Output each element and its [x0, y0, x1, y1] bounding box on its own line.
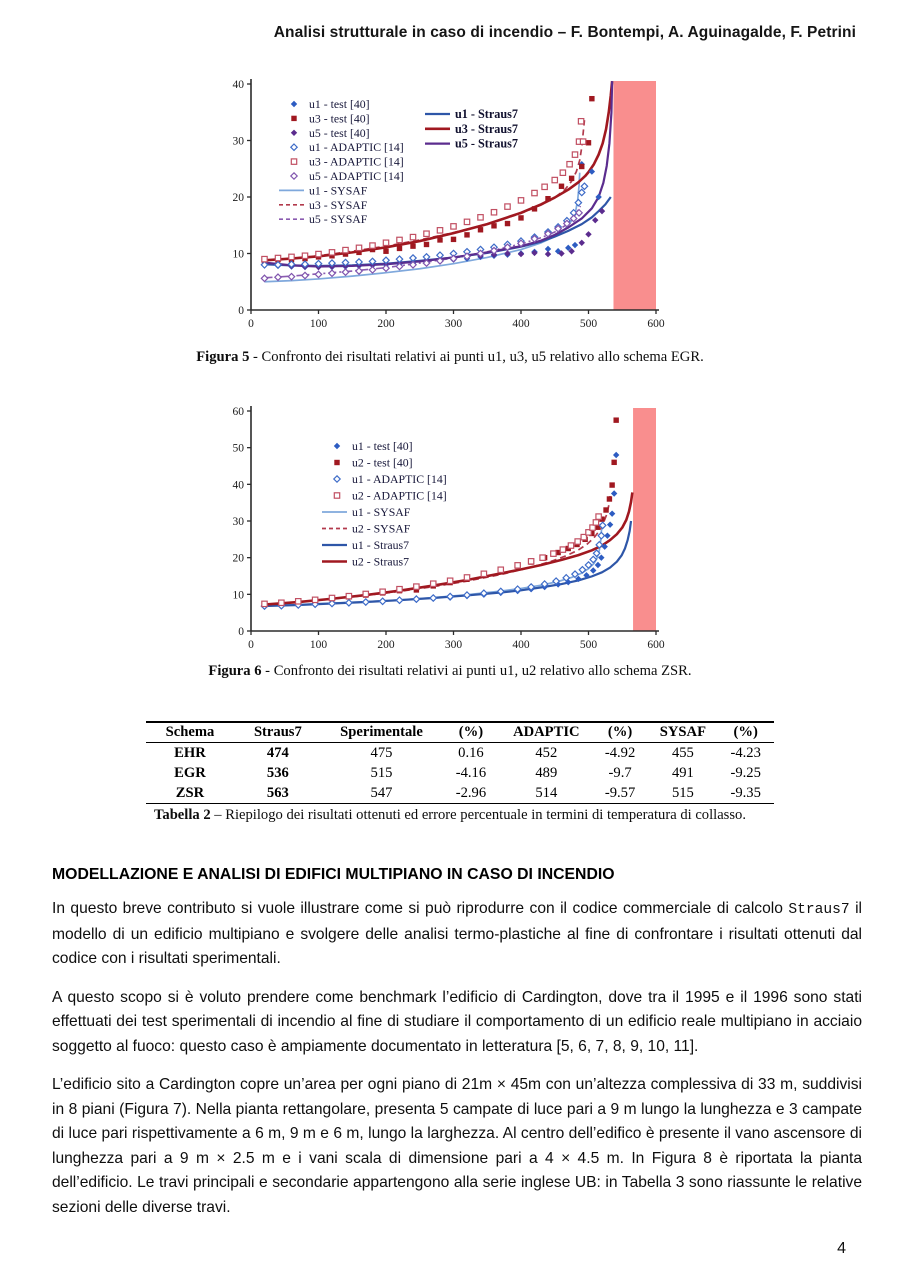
- table-cell: 515: [671, 784, 694, 801]
- x-tick-label: 600: [647, 318, 665, 330]
- table-cell: -9.7: [608, 764, 632, 781]
- collapse-temperature-band: [633, 408, 656, 631]
- y-tick-label: 20: [232, 192, 244, 204]
- series-line: [265, 521, 603, 606]
- y-tick-label: 40: [232, 479, 244, 492]
- column-header: Sperimentale: [340, 724, 423, 740]
- y-tick-label: 50: [232, 442, 244, 455]
- legend-label: u5 - ADAPTIC [14]: [309, 169, 404, 183]
- paragraph-1-before: In questo breve contributo si vuole illustrare come si può riprodurre con il codice commerciale di calcolo: [52, 900, 789, 917]
- table-cell: 563: [266, 784, 289, 801]
- column-header: (%): [607, 724, 633, 740]
- legend-label: u1 - ADAPTIC [14]: [309, 140, 404, 155]
- legend-label: u1 - SYSAF: [309, 183, 368, 198]
- collapse-temperature-band: [613, 81, 656, 310]
- table-cell: 475: [370, 744, 393, 761]
- x-tick-label: 100: [309, 318, 328, 330]
- legend-label: u2 - SYSAF: [352, 521, 411, 536]
- x-tick-label: 300: [444, 318, 463, 330]
- table-row: [146, 763, 774, 783]
- table-cell: -9.57: [604, 784, 636, 801]
- figure5-caption: [0, 349, 900, 366]
- table-cell: ZSR: [175, 784, 205, 801]
- legend-label: u5 - SYSAF: [309, 212, 368, 227]
- results-table-body: [146, 743, 774, 804]
- table-cell: 455: [671, 744, 694, 761]
- table-cell: 491: [671, 764, 694, 781]
- table-cell: -4.23: [730, 744, 761, 761]
- x-tick-label: 0: [248, 318, 254, 330]
- figure6-caption: [0, 663, 900, 680]
- legend-label: u3 - Straus7: [455, 121, 518, 136]
- x-tick-label: 600: [647, 639, 665, 651]
- legend-label: u1 - test [40]: [352, 439, 413, 453]
- table-cell: -4.16: [455, 764, 487, 781]
- table-cell: 489: [535, 764, 558, 781]
- x-tick-label: 200: [377, 318, 395, 330]
- column-header: Schema: [165, 724, 215, 740]
- legend-label: u1 - Straus7: [352, 538, 410, 552]
- table-cell: 536: [266, 764, 289, 781]
- table-cell: -2.96: [455, 784, 487, 801]
- running-header: Analisi strutturale in caso di incendio – F. Bontempi, A. Aguinagalde, F. Petrini: [273, 24, 856, 41]
- figure6-caption-text: - Confronto dei risultati relativi ai punti u1, u2 relativo allo schema ZSR.: [261, 663, 692, 679]
- x-tick-label: 200: [377, 639, 395, 651]
- column-header: (%): [458, 724, 484, 740]
- column-header: Straus7: [253, 724, 302, 740]
- table-cell: 514: [535, 784, 558, 801]
- legend-label: u1 - ADAPTIC [14]: [352, 472, 447, 486]
- series-line: [265, 521, 632, 606]
- results-table-header: [146, 722, 774, 743]
- table2-caption-text: – Riepilogo dei risultati ottenuti ed errore percentuale in termini di temperatura di collasso.: [210, 807, 746, 823]
- results-table-wrap: [146, 721, 774, 804]
- legend-label: u5 - Straus7: [455, 136, 518, 151]
- table-cell: 0.16: [458, 744, 484, 761]
- table-cell: -9.25: [730, 764, 761, 781]
- column-header: SYSAF: [659, 724, 706, 740]
- x-tick-label: 500: [579, 639, 598, 651]
- table-cell: 515: [370, 764, 393, 781]
- x-tick-label: 100: [309, 639, 328, 651]
- table-row: [146, 743, 774, 764]
- y-tick-label: 30: [232, 135, 244, 148]
- figure6-plot: [213, 400, 678, 658]
- figure6-chart: [213, 400, 678, 658]
- straus7-code-word: Straus7: [788, 902, 850, 918]
- legend-label: u3 - SYSAF: [309, 197, 368, 212]
- legend-label: u2 - test [40]: [352, 455, 413, 470]
- column-header: (%): [733, 724, 758, 740]
- y-tick-label: 40: [232, 79, 244, 91]
- y-tick-label: 30: [232, 516, 244, 528]
- figure5-chart: [213, 74, 678, 338]
- y-tick-label: 20: [232, 552, 244, 565]
- results-table: [146, 721, 774, 804]
- legend-label: u1 - SYSAF: [352, 505, 411, 519]
- y-tick-label: 60: [232, 406, 244, 418]
- table-cell: EHR: [174, 744, 206, 761]
- y-tick-label: 0: [238, 305, 244, 317]
- series-line: [265, 492, 633, 604]
- table-cell: -9.35: [730, 784, 761, 801]
- x-tick-label: 300: [444, 639, 463, 651]
- paragraph-1-after: il modello di un edificio multipiano e svolgere delle analisi termo-plastiche al fine di confrontare i risultati ottenuti dal codice con i risultati sperimentali.: [52, 900, 863, 967]
- legend-label: u3 - test [40]: [309, 111, 370, 126]
- table-cell: -4.92: [604, 744, 636, 761]
- legend-label: u5 - test [40]: [309, 125, 370, 140]
- legend-label: u2 - ADAPTIC [14]: [352, 488, 447, 503]
- table-cell: 474: [266, 744, 289, 761]
- table-cell: 547: [370, 784, 393, 801]
- legend-label: u1 - Straus7: [455, 107, 518, 121]
- paragraph-3: L’edificio sito a Cardington copre un’area per ogni piano di 21m × 45m con un’altezza complessiva di 33 m, suddivisi in 8 piani (Figura 7). Nella pianta rettangolare, presenta 5 campate di luce pari a 9 m lungo la lunghezza e 3 campate di luce pari rispettivamente a 6 m, 9 m e 6 m, lungo la larghezza. Al centro dell’edifico è presente il vano ascensore di lunghezza pari a 9 m × 2.5 m e i vani scala di dimensione pari a 4 × 4.5 m. In Figura 8 è riportata la pianta dell’edificio. Le travi principali e secondarie appartengono alla serie inglese UB: in Tabella 3 sono riassunte le relative sezioni delle diverse travi.: [52, 1076, 862, 1216]
- page-number: 4: [837, 1240, 846, 1257]
- table-cell: 452: [535, 744, 558, 761]
- table-row: [146, 783, 774, 804]
- y-tick-label: 10: [232, 589, 244, 602]
- figure5-plot: [213, 74, 678, 338]
- x-tick-label: 500: [579, 318, 598, 330]
- legend-label: u1 - test [40]: [309, 97, 370, 111]
- table2-caption: [0, 807, 900, 824]
- x-tick-label: 400: [512, 318, 530, 330]
- y-tick-label: 10: [232, 248, 244, 261]
- x-tick-label: 400: [512, 639, 530, 651]
- paragraph-2: A questo scopo si è voluto prendere come benchmark l’edificio di Cardington, dove tra il 1995 e il 1996 sono stati effettuati dei test sperimentali di incendio al fine di studiare il comportamento di un edificio reale multipiano in acciaio soggetto al fuoco: questo caso è ampiamente documentato in letteratura [5, 6, 7, 8, 9, 10, 11].: [52, 988, 862, 1055]
- legend-label: u3 - ADAPTIC [14]: [309, 154, 404, 169]
- legend-label: u2 - Straus7: [352, 554, 410, 569]
- figure5-caption-text: - Confronto dei risultati relativi ai punti u1, u3, u5 relativo allo schema EGR.: [249, 349, 704, 365]
- paragraph-1: [52, 897, 862, 972]
- body-text: [52, 897, 862, 1234]
- figure5-caption-label: Figura 5: [196, 349, 250, 365]
- column-header: ADAPTIC: [513, 724, 580, 740]
- figure6-caption-label: Figura 6: [208, 663, 262, 679]
- y-tick-label: 0: [238, 626, 244, 638]
- table-cell: EGR: [174, 764, 206, 781]
- table2-caption-label: Tabella 2: [154, 807, 211, 823]
- section-heading: MODELLAZIONE E ANALISI DI EDIFICI MULTIPIANO IN CASO DI INCENDIO: [52, 866, 615, 883]
- x-tick-label: 0: [248, 639, 254, 651]
